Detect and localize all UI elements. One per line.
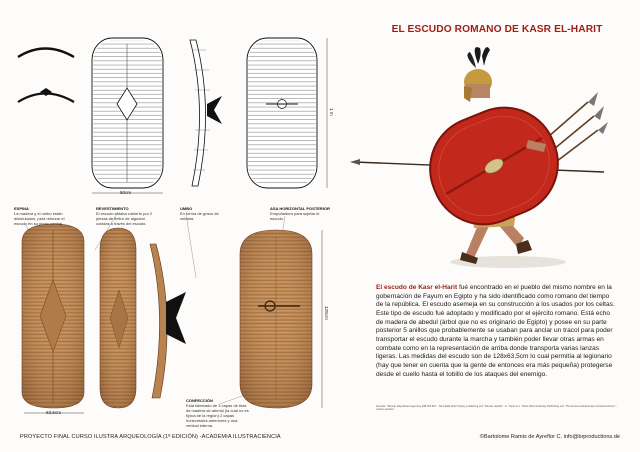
dimension-width-bottom: 63,5cm	[46, 410, 62, 415]
label-umbo	[180, 206, 224, 221]
label-espina-text: La madera y el umbo están disimulados, para reforzar el escudo en su punto central.	[14, 211, 65, 226]
label-espina	[14, 206, 66, 226]
label-confeccion	[186, 398, 250, 428]
page-title: EL ESCUDO ROMANO DE KASR EL-HARIT	[391, 24, 603, 35]
description-lead: El escudo de Kasr el-Harit	[376, 284, 458, 291]
wooden-shield-back	[240, 230, 312, 408]
label-asa	[270, 206, 330, 221]
label-espina-heading: ESPINA	[14, 206, 29, 211]
side-boss	[207, 96, 222, 124]
legionary-illustration	[348, 44, 616, 276]
label-confeccion-text: Está fabricado de 3 capas de tiras de madera de abedul (la cual no es típica de la región) 2 capas horizontales anteriores y una vertical interna.	[186, 403, 249, 428]
dimension-width-top: 50cm	[120, 190, 132, 195]
description	[376, 284, 618, 379]
dimension-height-bottom: 128cm	[324, 306, 329, 320]
wooden-shield-side	[150, 244, 186, 398]
profile-curve-top	[18, 49, 74, 58]
wooden-shield-three-quarter	[100, 228, 136, 408]
wooden-shield-front	[22, 224, 84, 408]
footer-credit: ©Bartolome Ramis de Ayreflor C. info@brproductions.de	[479, 434, 620, 440]
label-umbo-heading: UMBO	[180, 206, 193, 211]
line-drawing-side	[190, 40, 206, 186]
description-body: fué encontrado en el pueblo del mismo nombre en la gobernación de Fayum en Egipto y ha sido identificado como romano del tiempo de la república. El escudo asemeja en su construcción a los usados por los celtas. Este tipo de escudo fué adoptado y modificado por el ejército romano. Está echo de madera de abedul (árbol que no es originario de Egipto) y posee en su parte posterior 5 anillos que probablemente se usaban para anclar un tracol para poder transportar el escudo durante la marcha y también poder llevar otras armas en combate como en la representación de arriba donde transporta varias lanzas ligeras. Las medidas del escudo son de 128x63,5cm lo cual permitía al legionario (hay que tener en cuenta que la gente de entonces era más pequeña) protegerse desde el cuello hasta el tobillo de los ataques del enemigo.	[376, 284, 615, 378]
label-umbo-text: En forma de grano de cebada.	[180, 211, 219, 221]
references: Fuentes: "Roman Republican legionary 298-105 BC" - Nic Fields 2012 Osprey publishing Ltd; "Roman shields" - H. Travis & J. Travis 2014 Amberley Publishing Ltd; "The Armies and Enemies of Ancient Rome" - various authors.	[376, 405, 617, 412]
label-asa-text: Empuñadura para sujetar el escudo.	[270, 211, 320, 221]
label-revestimiento-text: El escudo estaba cubierto por 2 piezas de fieltro de algodón cosidas a través del escudo.	[96, 211, 153, 226]
label-revestimiento	[96, 206, 156, 226]
label-asa-heading: ASA HORIZONTAL POSTERIOR	[270, 206, 330, 211]
label-revestimiento-heading: REVESTIMIENTO	[96, 206, 129, 211]
label-confeccion-heading: CONFECCIÓN	[186, 398, 213, 403]
dimension-height-top: 1 m	[329, 108, 334, 116]
footer-project: PROYECTO FINAL CURSO ILUSTRA ARQUEOLOGÍA (1ª EDICIÓN) -ACADEMIA ILUSTRACIENCIA	[20, 434, 281, 440]
